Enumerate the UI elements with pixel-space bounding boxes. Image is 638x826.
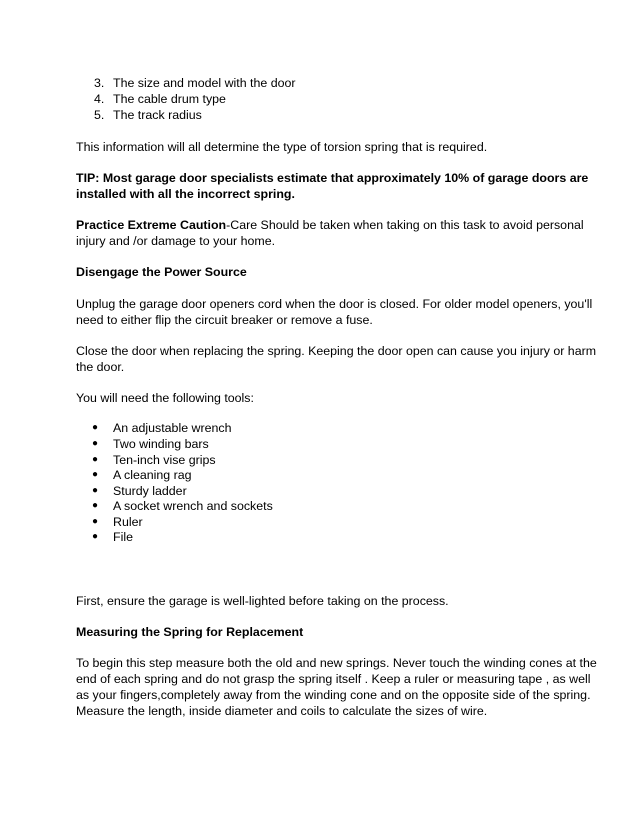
tools-intro: You will need the following tools: xyxy=(76,391,254,405)
tool-item: Ruler xyxy=(113,515,143,529)
bullet-icon: ● xyxy=(92,485,99,496)
tool-item: File xyxy=(113,530,133,544)
bullet-icon: ● xyxy=(92,469,99,480)
first-paragraph: First, ensure the garage is well-lighted before taking on the process. xyxy=(76,594,449,608)
tool-item: An adjustable wrench xyxy=(113,421,232,435)
measure-line-3: as your fingers,completely away from the winding cone and on the opposite side of the spring. xyxy=(76,688,591,702)
list-number: 5. xyxy=(94,108,105,122)
list-number: 3. xyxy=(94,76,105,90)
bullet-icon: ● xyxy=(92,454,99,465)
tool-item: A cleaning rag xyxy=(113,468,192,482)
list-item: The cable drum type xyxy=(113,92,226,106)
bullet-icon: ● xyxy=(92,438,99,449)
tip-line-1: TIP: Most garage door specialists estimate that approximately 10% of garage doors are xyxy=(76,171,589,185)
caution-line-1 xyxy=(76,217,584,233)
close-door-line-2: the door. xyxy=(76,360,125,374)
info-paragraph: This information will all determine the type of torsion spring that is required. xyxy=(76,140,488,154)
bullet-icon: ● xyxy=(92,516,99,527)
caution-text: -Care Should be taken when taking on this task to avoid personal xyxy=(226,218,584,232)
tool-item: Sturdy ladder xyxy=(113,484,187,498)
tool-item: Two winding bars xyxy=(113,437,209,451)
tool-item: A socket wrench and sockets xyxy=(113,499,273,513)
measure-line-2: end of each spring and do not grasp the spring itself . Keep a ruler or measuring tape , as well xyxy=(76,672,591,686)
tool-item: Ten-inch vise grips xyxy=(113,453,216,467)
list-item: The track radius xyxy=(113,108,202,122)
caution-line-2: injury and /or damage to your home. xyxy=(76,234,276,248)
bullet-icon: ● xyxy=(92,422,99,433)
bullet-icon: ● xyxy=(92,500,99,511)
bullet-icon: ● xyxy=(92,531,99,542)
unplug-line-2: need to either flip the circuit breaker or remove a fuse. xyxy=(76,313,373,327)
heading-power-source: Disengage the Power Source xyxy=(76,265,247,279)
caution-heading: Practice Extreme Caution xyxy=(76,218,227,232)
measure-line-1: To begin this step measure both the old and new springs. Never touch the winding cones at the xyxy=(76,656,597,670)
close-door-line-1: Close the door when replacing the spring. Keeping the door open can cause you injury or harm xyxy=(76,344,597,358)
heading-measuring: Measuring the Spring for Replacement xyxy=(76,625,304,639)
measure-line-4: Measure the length, inside diameter and coils to calculate the sizes of wire. xyxy=(76,704,488,718)
tip-line-2: installed with all the incorrect spring. xyxy=(76,187,295,201)
list-number: 4. xyxy=(94,92,105,106)
unplug-line-1: Unplug the garage door openers cord when the door is closed. For older model openers, you'll xyxy=(76,297,593,311)
list-item: The size and model with the door xyxy=(113,76,296,90)
